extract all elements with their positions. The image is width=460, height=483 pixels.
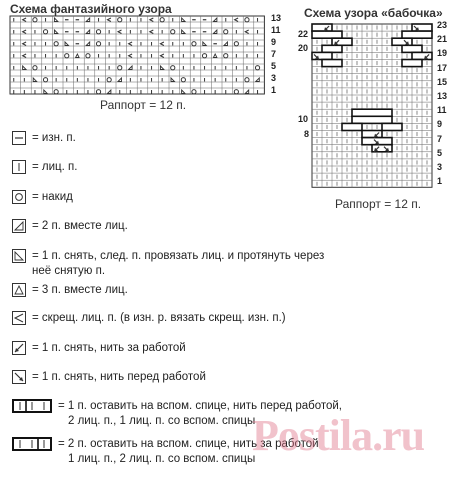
- purl-icon: [12, 131, 26, 145]
- legend-label-continued: неё снятую п.: [32, 265, 106, 277]
- slip-block: [382, 123, 402, 130]
- twisted-knit-icon: [12, 311, 26, 325]
- chart2-row-number-left: 8: [304, 128, 310, 139]
- knit-icon: [12, 160, 26, 174]
- legend-item: [12, 311, 286, 326]
- legend-label: = накид: [32, 191, 73, 203]
- slip-block: [392, 38, 412, 45]
- legend-label: = 2 п. вместе лиц.: [32, 220, 128, 232]
- k3tog-icon: [12, 283, 26, 297]
- slip-block: [342, 123, 362, 130]
- legend-label-continued: 2 лиц. п., 1 лиц. п. со вспом. спицы: [68, 415, 256, 427]
- slip-back-icon-glyph: [13, 342, 25, 354]
- chart1-row-number: 11: [271, 25, 281, 35]
- legend-item: [12, 190, 73, 205]
- yarn-over-icon-glyph: [13, 191, 25, 203]
- k3tog-mark: [15, 286, 23, 294]
- legend-text: [32, 190, 73, 205]
- yarn-over-icon: [12, 190, 26, 204]
- chart2-row-number: 11: [437, 105, 447, 116]
- chart1-rapport: Раппорт = 12 п.: [100, 98, 187, 112]
- legend-label: = изн. п.: [32, 132, 76, 144]
- legend-text: [32, 311, 286, 326]
- chart2-row-number: 1: [437, 176, 443, 187]
- legend-label: = лиц. п.: [32, 161, 78, 173]
- chart2-row-number-left: 22: [298, 29, 309, 40]
- chart2-row-number: 21: [437, 34, 448, 45]
- chart1-row-number: 1: [271, 85, 277, 95]
- k2tog-icon-glyph: [13, 220, 25, 232]
- legend-text: [32, 370, 206, 385]
- legend-item: [12, 283, 128, 298]
- legend-label: = 1 п. снять, нить перед работой: [32, 371, 206, 383]
- chart1-row-number: 7: [271, 49, 277, 59]
- legend-text: [32, 249, 324, 279]
- slip-block: [402, 45, 422, 52]
- legend-label: = 1 п. оставить на вспом. спице, нить перед работой,: [58, 400, 342, 412]
- legend-item: [12, 341, 186, 356]
- chart2-title: Схема узора «бабочка»: [304, 6, 443, 20]
- twisted-knit-mark: [15, 314, 23, 322]
- legend-item: [12, 370, 206, 385]
- chart1-row-number: 13: [271, 13, 282, 23]
- chart2-row-number: 7: [437, 133, 443, 144]
- k3tog-icon-glyph: [13, 284, 25, 296]
- legend-label: = скрещ. лиц. п. (в изн. р. вязать скрещ. изн. п.): [32, 312, 286, 324]
- slip-block: [362, 131, 382, 138]
- legend-text: [32, 160, 77, 175]
- legend-item: [12, 219, 128, 234]
- legend-item: [12, 160, 77, 175]
- chart2-row-number: 15: [437, 76, 448, 87]
- legend-label: = 1 п. снять, след. п. провязать лиц. и протянуть через: [32, 250, 325, 262]
- butterfly-pattern-chart: [312, 24, 434, 192]
- cable-back-icon-glyph: [14, 439, 50, 449]
- chart2-row-number: 13: [437, 91, 448, 101]
- legend-label-continued: 1 лиц. п., 2 лиц. п. со вспом. спицы: [68, 453, 256, 465]
- purl-icon-glyph: [13, 132, 25, 144]
- legend-text: [32, 131, 76, 146]
- slip-block: [412, 52, 432, 59]
- yarn-over-mark: [16, 194, 23, 201]
- k2tog-icon: [12, 219, 26, 233]
- slip-block: [352, 109, 392, 116]
- chart2-rapport: Раппорт = 12 п.: [335, 197, 422, 211]
- cable-front-icon-glyph: [14, 401, 50, 411]
- ssk-icon-glyph: [13, 250, 25, 262]
- chart2-row-number: 5: [437, 147, 443, 158]
- legend-text: [32, 341, 186, 356]
- slip-block: [322, 45, 342, 52]
- legend-text: [32, 219, 128, 234]
- ssk-mark: [15, 252, 23, 260]
- legend-label: = 3 п. вместе лиц.: [32, 284, 128, 296]
- slip-front-icon-glyph: [13, 371, 25, 383]
- chart2-row-number-left: 10: [298, 114, 309, 125]
- slip-block: [402, 31, 432, 38]
- slip-back-icon: [12, 341, 26, 355]
- fancy-pattern-chart: [10, 16, 270, 96]
- legend-item: [12, 249, 324, 279]
- chart1-row-number: 5: [271, 61, 277, 71]
- legend-text: [32, 283, 128, 298]
- legend-label: = 1 п. снять, нить за работой: [32, 342, 186, 354]
- legend-item: [12, 131, 76, 146]
- knit-icon-glyph: [13, 161, 25, 173]
- chart1-row-number: 9: [271, 37, 277, 47]
- slip-front-icon: [12, 370, 26, 384]
- watermark-logo: Postila.ru: [252, 411, 425, 460]
- chart2-row-number: 17: [437, 62, 448, 73]
- slip-block: [322, 60, 342, 67]
- chart2-row-number: 19: [437, 48, 448, 59]
- k2tog-mark: [15, 222, 23, 230]
- cable-back-icon: [12, 437, 52, 451]
- chart2-row-number: 9: [437, 119, 443, 130]
- slip-block: [312, 24, 332, 31]
- slip-block: [352, 116, 392, 123]
- slip-block: [402, 60, 422, 67]
- cable-front-icon: [12, 399, 52, 413]
- chart2-row-number: 23: [437, 20, 448, 30]
- legend-label: = 2 п. оставить на вспом. спице, нить за работой: [58, 438, 319, 450]
- chart1-title: Схема фантазийного узора: [10, 2, 172, 16]
- twisted-knit-icon-glyph: [13, 312, 25, 324]
- chart1-row-number: 3: [271, 73, 277, 83]
- slip-block: [312, 31, 342, 38]
- ssk-icon: [12, 249, 26, 263]
- chart2-row-number-left: 20: [298, 43, 309, 54]
- chart2-row-number: 3: [437, 162, 443, 172]
